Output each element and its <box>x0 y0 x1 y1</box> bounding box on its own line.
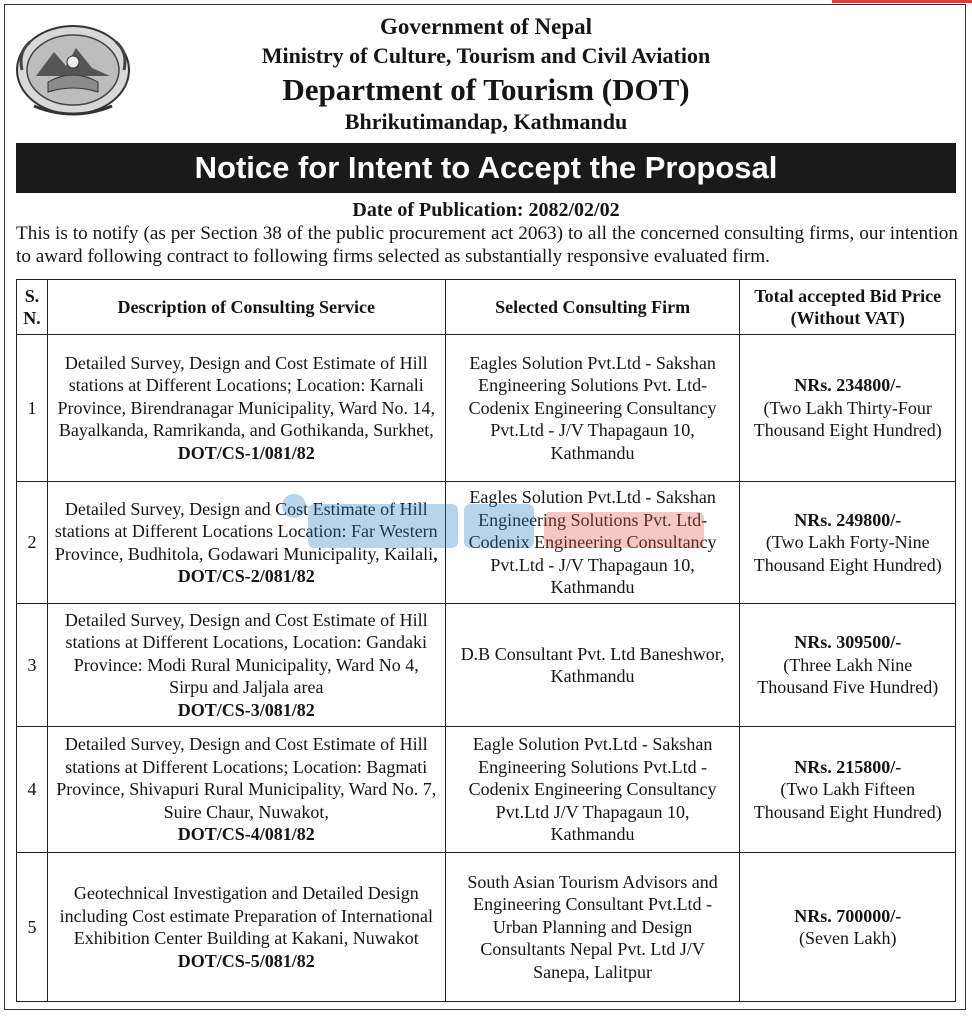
table-row <box>17 726 956 853</box>
contract-reference: DOT/CS-1/081/82 <box>177 442 315 463</box>
cell-firm: Eagle Solution Pvt.Ltd - Sakshan Engineering Solutions Pvt.Ltd - Codenix Engineering Consultancy Pvt.Ltd J/V Thapagaun 10, Kathmandu <box>445 726 740 853</box>
accent-line <box>832 0 972 3</box>
cell-description <box>47 604 445 727</box>
intro-paragraph: This is to notify (as per Section 38 of the public procurement act 2063) to all the concerned consulting firms, our intention to award following contract to following firms selected as substantially responsive evaluated firm. <box>16 223 958 267</box>
bid-price-words: (Two Lakh Fifteen Thousand Eight Hundred) <box>753 779 942 822</box>
government-title: Government of Nepal <box>379 14 593 39</box>
cell-description <box>47 853 445 1002</box>
table-row <box>17 335 956 482</box>
notice-title-banner: Notice for Intent to Accept the Proposal <box>16 143 956 193</box>
bid-price-words: (Three Lakh Nine Thousand Five Hundred) <box>757 654 939 698</box>
department-title: Department of Tourism (DOT) <box>282 72 690 107</box>
bid-price: NRs. 215800/- <box>794 756 902 777</box>
bid-price-words: (Two Lakh Thirty-Four Thousand Eight Hundred) <box>753 397 942 441</box>
cell-price <box>740 604 956 727</box>
publication-date: Date of Publication: 2082/02/02 <box>352 199 620 221</box>
bid-price-words: (Seven Lakh) <box>799 928 897 949</box>
award-table <box>16 279 956 1002</box>
contract-reference: , DOT/CS-2/081/82 <box>177 543 438 587</box>
bid-price: NRs. 234800/- <box>794 375 902 396</box>
cell-sn: 4 <box>17 726 48 853</box>
cell-price <box>740 481 956 604</box>
cell-description <box>47 335 445 482</box>
header-price: Total accepted Bid Price (Without VAT) <box>740 280 956 335</box>
cell-description <box>47 726 445 853</box>
table-row <box>17 853 956 1002</box>
cell-firm: Eagles Solution Pvt.Ltd - Sakshan Engineering Solutions Pvt. Ltd-Codenix Engineering Consultancy Pvt.Ltd - J/V Thapagaun 10, Kathmandu <box>445 335 740 482</box>
header-firm: Selected Consulting Firm <box>445 280 740 335</box>
contract-reference: DOT/CS-3/081/82 <box>177 699 315 720</box>
description-text: Detailed Survey, Design and Cost Estimate of Hill stations at Different Locations; Location: Bagmati Province, Shivapuri Rural Municipality, Ward No. 7, Suire Chaur, Nuwakot, <box>56 734 437 822</box>
cell-firm: D.B Consultant Pvt. Ltd Baneshwor, Kathmandu <box>445 604 740 727</box>
table-row <box>17 481 956 604</box>
ministry-title: Ministry of Culture, Tourism and Civil Aviation <box>261 43 711 68</box>
table-row <box>17 604 956 727</box>
description-text: Detailed Survey, Design and Cost Estimate of Hill stations at Different Locations; Location: Karnali Province, Birendranagar Municipality, Ward No. 14, Bayalkanda, Ramrikanda, and Gothikanda, Surkhet, <box>57 352 436 441</box>
header-description: Description of Consulting Service <box>47 280 445 335</box>
cell-sn: 3 <box>17 604 48 727</box>
cell-sn: 1 <box>17 335 48 482</box>
cell-price <box>740 853 956 1002</box>
bid-price: NRs. 249800/- <box>794 509 902 530</box>
cell-firm: South Asian Tourism Advisors and Engineering Consultant Pvt.Ltd - Urban Planning and Design Consultants Nepal Pvt. Ltd J/V Sanepa, Lalitpur <box>445 853 740 1002</box>
header-sn: S. N. <box>17 280 48 335</box>
cell-description <box>47 481 445 604</box>
cell-price <box>740 726 956 853</box>
description-text: Detailed Survey, Design and Cost Estimate of Hill stations at Different Locations Location: Far Western Province, Budhitola, Godawari Municipality, Kailali <box>54 498 438 564</box>
cell-price <box>740 335 956 482</box>
bid-price: NRs. 700000/- <box>794 905 902 926</box>
department-address: Bhrikutimandap, Kathmandu <box>344 109 628 134</box>
bid-price: NRs. 309500/- <box>794 632 902 653</box>
description-text: Detailed Survey, Design and Cost Estimate of Hill stations at Different Locations, Location: Gandaki Province: Modi Rural Municipality, Ward No 4, Sirpu and Jaljala area <box>64 609 428 698</box>
cell-sn: 2 <box>17 481 48 604</box>
cell-sn: 5 <box>17 853 48 1002</box>
table-header-row <box>17 280 956 335</box>
bid-price-words: (Two Lakh Forty-Nine Thousand Eight Hundred) <box>753 532 942 575</box>
cell-firm: Eagles Solution Pvt.Ltd - Sakshan Engineering Solutions Pvt. Ltd-Codenix Engineering Consultancy Pvt.Ltd - J/V Thapagaun 10, Kathmandu <box>445 481 740 604</box>
contract-reference: DOT/CS-5/081/82 <box>177 950 315 971</box>
description-text: Geotechnical Investigation and Detailed Design including Cost estimate Preparation of International Exhibition Center Building at Kakani, Nuwakot <box>59 883 433 949</box>
contract-reference: DOT/CS-4/081/82 <box>177 824 315 845</box>
